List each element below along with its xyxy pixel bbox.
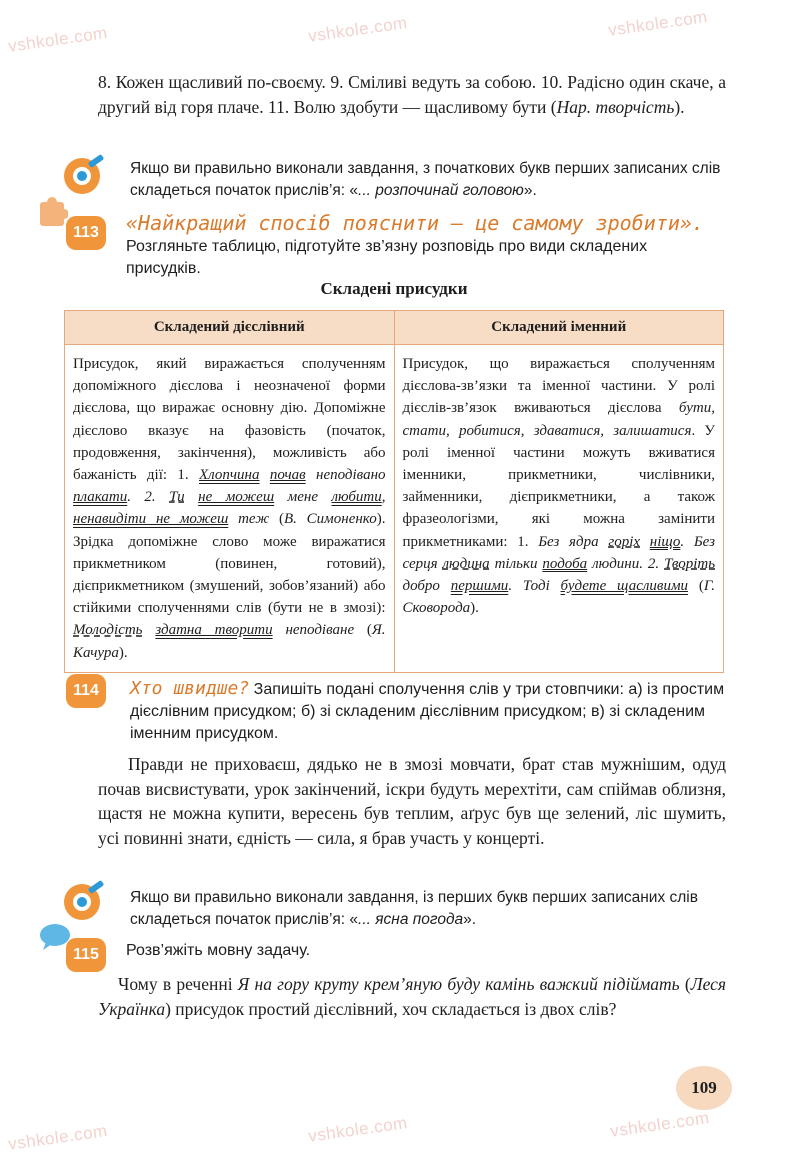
watermark: vshkole.com [607,7,709,40]
task-115-body: Чому в реченні Я на гору круту крем’яную буду камінь важкий підіймать (Леся Українка) присудок простий дієслівний, хоч складається із двох слів? [98,974,727,1019]
table-header: Складений дієслівний [65,311,395,345]
predicates-table [64,310,724,673]
task-115-instruction: Розв’яжіть мовну задачу. [126,942,311,959]
watermark: vshkole.com [609,1108,711,1141]
task-number-badge: 113 [66,216,106,250]
table-cell: Присудок, що виражається сполученням дієслова-зв’язки та іменної частини. У ролі дієслів-зв’язок вживаються дієслова бути, стати, робитися, здаватися, залишатися. У ролі іменної частини можуть вживатися іменники, прикметники, числівники, займенники, дієприкметники, а також фразеологізми, які можна замінити прикметниками: 1. Без ядра горіх ніщо. Без серця людина тільки подоба людини. 2. Творіть добро першими. Тоді будете щасливими (Г. Сковорода). [394,345,724,673]
puzzle-icon [38,196,68,230]
task-number-badge: 114 [66,674,106,708]
task-number-badge: 115 [66,938,106,972]
table-header: Складений іменний [394,311,724,345]
watermark: vshkole.com [307,13,409,46]
key-note-1: Якщо ви правильно виконали завдання, з початкових букв перших записаних слів складеться початок прислів’я: «... розпочинай головою». [130,160,721,199]
task-113-title: «Найкращий спосіб пояснити — це самому зробити». [126,211,704,235]
key-note-2: Якщо ви правильно виконали завдання, із перших букв перших записаних слів складеться початок прислів’я: «... ясна погода». [130,889,698,928]
task-114-instruction: Хто швидше? Запишіть подані сполучення слів у три стовпчики: а) із простим дієслівним присудком; б) зі складеним дієслівним присудком; в) зі складеним іменним присудком. [130,678,725,742]
watermark: vshkole.com [307,1113,409,1146]
table-cell: Присудок, який виражається сполученням допоміжного дієслова і неозначеної форми дієслова, що виражає основну дію. Допоміжне дієслово вказує на фазовість (початок, продовження, закінчення), можливість або бажаність дії: 1. Хлопчина почав неподівано плакати. 2. Ти не можеш мене любити, ненавидіти не можеш теж (В. Симоненко). Зрідка допоміжне слово може виражатися прикметником (повинен, готовий), дієприкметником (змушений, зобов’язаний) або стійкими сполученнями слів (бути не в змозі): Молодість здатна творити неподіване (Я. Качура). [65,345,395,673]
key-icon [62,152,106,196]
watermark: vshkole.com [7,1121,109,1154]
watermark: vshkole.com [7,23,109,56]
task-114-body: Правди не приховаєш, дядько не в змозі мовчати, брат став мужнішим, одуд почав висвистувати, урок закінчений, іскри будуть мерехтіти, сам спіймав облизня, щастя не можна купити, вересень був теплим, аґрус був ще зелений, ліс шумить, усі повинні знати, єдність — сила, я брав участь у концерті. [98,754,726,848]
table-caption: Складені присудки [320,279,468,298]
page-number: 109 [691,1078,717,1097]
top-paragraph: 8. Кожен щасливий по-своєму. 9. Сміливі ведуть за собою. 10. Радісно один скаче, а другий від горя плаче. 11. Волю здобути — щасливому бути (Нар. творчість). [98,72,727,117]
key-icon [62,878,106,922]
task-113-instruction: Розгляньте таблицю, підготуйте зв’язну розповідь про види складених присудків. [126,238,648,277]
